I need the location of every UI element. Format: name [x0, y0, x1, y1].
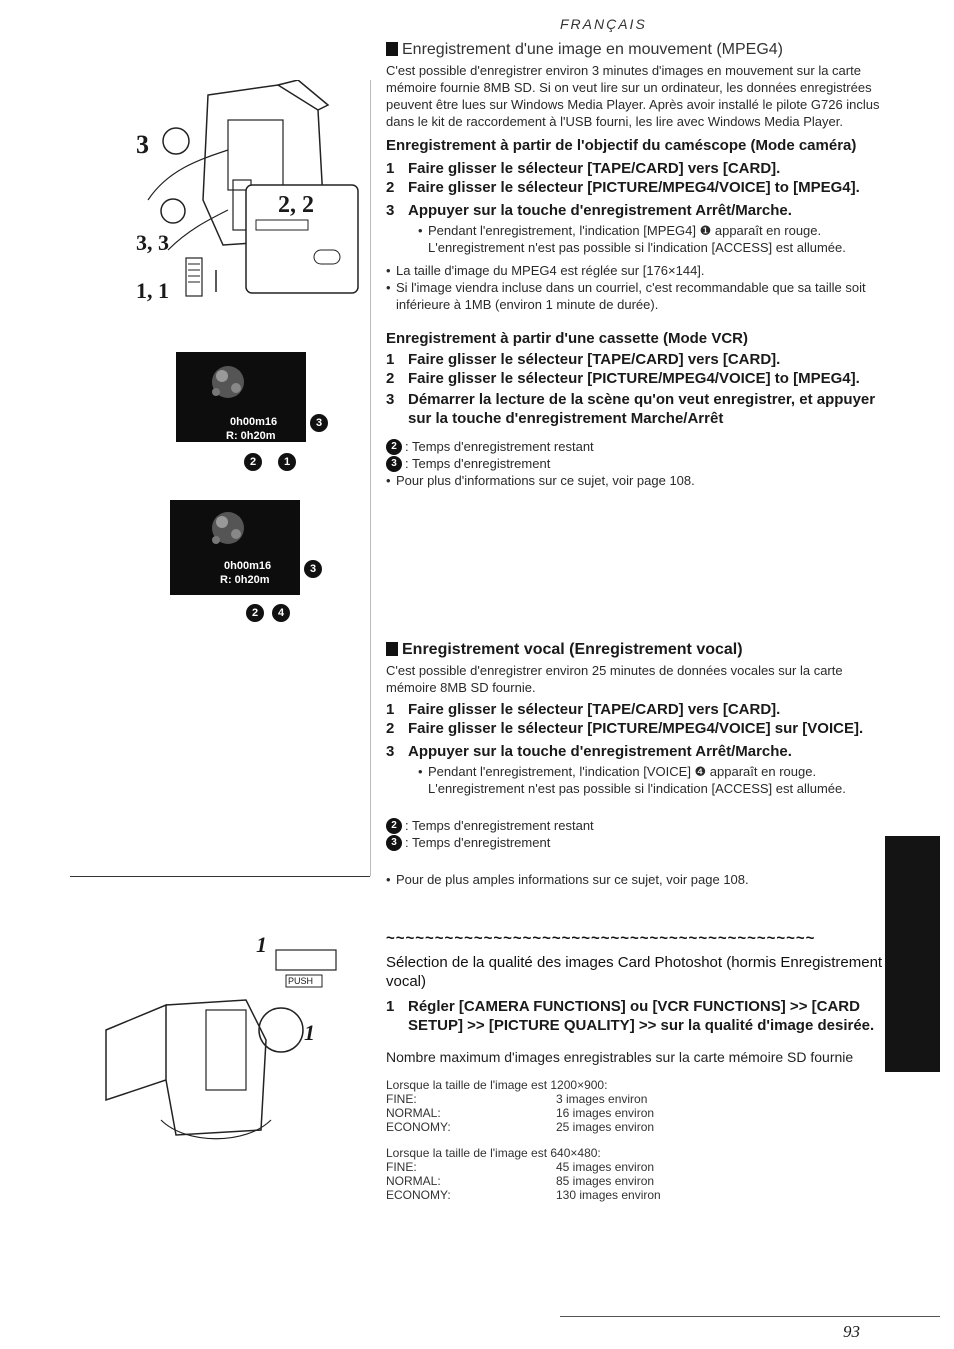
camera-step3-note: L'enregistrement n'est pas possible si l'indication [ACCESS] est allumée.	[428, 240, 846, 255]
badge-3: 3	[310, 414, 328, 432]
lcd-remaining-time: R: 0h20m	[226, 430, 276, 442]
table-row: NORMAL: 85 images environ	[386, 1174, 655, 1188]
step-label-1: 1	[256, 932, 267, 957]
camcorder-drawing	[66, 890, 370, 1150]
divider	[70, 876, 370, 877]
max-images-title: Nombre maximum d'images enregistrables sur la carte mémoire SD fournie	[386, 1049, 854, 1065]
wave-separator: ~~~~~~~~~~~~~~~~~~~~~~~~~~~~~~~~~~~~~~~~~~~~	[386, 930, 816, 947]
voice-step3-note: L'enregistrement n'est pas possible si l'indication [ACCESS] est allumée.	[428, 781, 846, 796]
table-row: ECONOMY: 25 images environ	[386, 1120, 655, 1134]
table-640x480	[386, 1146, 886, 1202]
flower-image	[176, 352, 306, 442]
mpeg4-section	[386, 40, 886, 489]
voice-step3-note: • Pendant l'enregistrement, l'indication [VOICE] ❹ apparaît en rouge.	[418, 764, 817, 779]
footer-rule	[560, 1316, 940, 1317]
step-label-3-3: 3, 3	[136, 230, 169, 255]
lcd-screen-voice	[170, 500, 300, 595]
table-1200x900	[386, 1078, 886, 1134]
voice-title: Enregistrement vocal (Enregistrement vocal)	[386, 640, 886, 659]
voice-section	[386, 640, 886, 888]
voice-step-3: 3 Appuyer sur la touche d'enregistrement Arrêt/Marche.	[386, 743, 792, 760]
camera-step3-note: • Pendant l'enregistrement, l'indication [MPEG4] ❶ apparaît en rouge.	[418, 223, 822, 238]
table-caption: Lorsque la taille de l'image est 1200×900:	[386, 1078, 608, 1092]
mpeg4-intro: C'est possible d'enregistrer environ 3 minutes d'images en mouvement sur la carte mémoire fournie 8MB SD. Si on veut lire sur un ordinateur, les données enregistrées peuvent être lues sur Windows Media Player. Après avoir installé le pilote G726 inclus dans le kit de raccordement à l'USB fourni, les lire avec Windows Media Player.	[386, 63, 880, 129]
vcr-mode-title: Enregistrement à partir d'une cassette (Mode VCR)	[386, 330, 748, 347]
lcd-remaining-time: R: 0h20m	[220, 574, 270, 586]
quality-section	[386, 930, 886, 1202]
camera-step-2: 2 Faire glisser le sélecteur [PICTURE/MPEG4/VOICE] to [MPEG4].	[386, 179, 860, 196]
badge-3: 3	[304, 560, 322, 578]
camera-mode-title: Enregistrement à partir de l'objectif du caméscope (Mode caméra)	[386, 137, 857, 154]
vcr-legend-remaining: 2 : Temps d'enregistrement restant	[386, 438, 886, 455]
vcr-note: • Pour plus d'informations sur ce sujet, voir page 108.	[386, 473, 695, 488]
badge: 2	[244, 453, 262, 471]
vcr-step-1: 1 Faire glisser le sélecteur [TAPE/CARD] vers [CARD].	[386, 351, 781, 368]
step-label-3: 3	[136, 130, 149, 159]
vcr-legend-elapsed: 3 : Temps d'enregistrement	[386, 455, 886, 472]
lcd-screen-mpeg4	[176, 352, 306, 442]
vcr-step-2: 2 Faire glisser le sélecteur [PICTURE/MPEG4/VOICE] to [MPEG4].	[386, 370, 860, 387]
badge: 1	[278, 453, 296, 471]
divider	[370, 80, 371, 876]
vcr-step-3: 3 Démarrer la lecture de la scène qu'on veut enregistrer, et appuyer sur la touche d'enregistrement Marche/Arrêt	[386, 391, 876, 427]
table-row: ECONOMY: 130 images environ	[386, 1188, 661, 1202]
quality-title: Sélection de la qualité des images Card Photoshot (hormis Enregistrement vocal)	[386, 954, 883, 990]
badge: 4	[272, 604, 290, 622]
menu-step-label: 1	[304, 1020, 315, 1045]
section-marker	[386, 42, 398, 56]
push-label: PUSH	[288, 976, 314, 986]
mpeg4-bullet: • Si l'image viendra incluse dans un courriel, c'est recommandable que sa taille soit inférieure à 1MB (environ 1 minute de durée).	[386, 280, 866, 312]
camera-step-3: 3 Appuyer sur la touche d'enregistrement Arrêt/Marche.	[386, 202, 792, 219]
camcorder-bottom-illustration	[66, 890, 370, 1150]
voice-legend-elapsed: 3 : Temps d'enregistrement	[386, 834, 886, 851]
voice-note: • Pour de plus amples informations sur ce sujet, voir page 108.	[386, 872, 749, 887]
table-row: FINE: 3 images environ	[386, 1092, 648, 1106]
voice-intro: C'est possible d'enregistrer environ 25 minutes de données vocales sur la carte mémoire 8MB SD fournie.	[386, 663, 843, 695]
step-label-2-2: 2, 2	[278, 192, 314, 218]
camera-step-1: 1 Faire glisser le sélecteur [TAPE/CARD] vers [CARD].	[386, 160, 781, 177]
camcorder-drawing	[128, 80, 364, 300]
language-header: FRANÇAIS	[560, 16, 647, 32]
quality-step-1: 1 Régler [CAMERA FUNCTIONS] ou [VCR FUNCTIONS] >> [CARD SETUP] >> [PICTURE QUALITY] >> sur la qualité d'image desirée.	[386, 998, 875, 1034]
table-row: NORMAL: 16 images environ	[386, 1106, 655, 1120]
voice-legend-remaining: 2 : Temps d'enregistrement restant	[386, 817, 886, 834]
lcd-recording-time: 0h00m16	[224, 560, 272, 572]
table-row: FINE: 45 images environ	[386, 1160, 655, 1174]
lcd-recording-time: 0h00m16	[230, 416, 278, 428]
mpeg4-bullet: • La taille d'image du MPEG4 est réglée sur [176×144].	[386, 263, 705, 278]
voice-step-1: 1 Faire glisser le sélecteur [TAPE/CARD] vers [CARD].	[386, 701, 781, 718]
step-label-1-1: 1, 1	[136, 278, 169, 303]
mpeg4-title: Enregistrement d'une image en mouvement (MPEG4)	[386, 40, 886, 59]
page-number: 93	[843, 1322, 860, 1341]
camcorder-top-illustration	[128, 80, 364, 303]
badge: 2	[246, 604, 264, 622]
section-marker	[386, 642, 398, 656]
page-edge-tab	[885, 836, 940, 1072]
table-caption: Lorsque la taille de l'image est 640×480:	[386, 1146, 601, 1160]
voice-step-2: 2 Faire glisser le sélecteur [PICTURE/MPEG4/VOICE] sur [VOICE].	[386, 720, 864, 737]
